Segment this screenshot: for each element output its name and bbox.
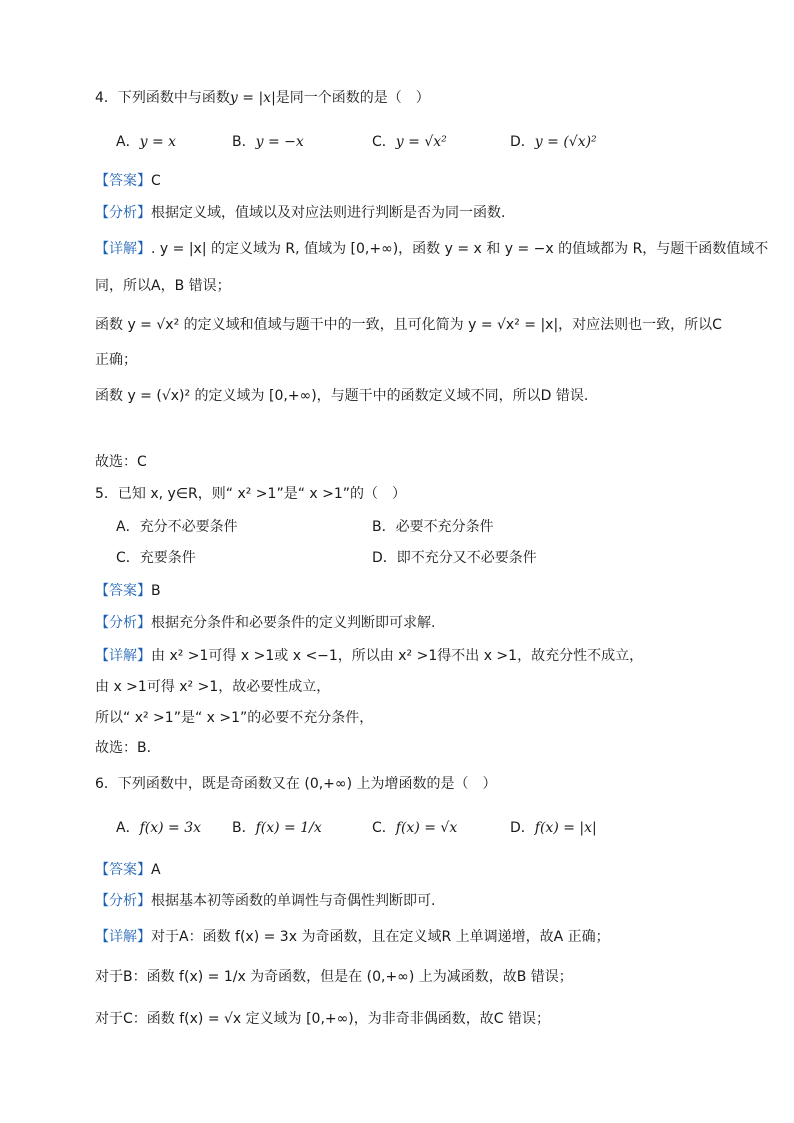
q6-stem: 6．下列函数中，既是奇函数又在 (0,+∞) 上为增函数的是（ ）: [95, 776, 497, 792]
q5-analysis: [95, 613, 435, 633]
q5-option-c: [116, 548, 196, 568]
q4-answer: [95, 171, 161, 191]
q6-analysis: [95, 891, 435, 911]
q5-detail-tag: 【详解】: [95, 648, 151, 664]
q4-analysis: [95, 203, 505, 223]
q4-option-a: [116, 132, 176, 152]
q5-option-c-label: C．: [116, 550, 140, 566]
q6-detail-line-3: 对于C：函数 f(x) = √x 定义域为 [0,+∞)，为非奇非偶函数，故C 错误；: [95, 1011, 550, 1027]
q4-choose: 故选：C: [95, 454, 147, 470]
q4-option-a-expr: y = x: [139, 134, 177, 150]
q6-option-b-expr: f(x) = 1/x: [255, 820, 322, 836]
q6-option-a: [116, 818, 201, 838]
q4-detail-line-4: 正确；: [95, 352, 137, 368]
q6-option-a-expr: f(x) = 3x: [139, 820, 202, 836]
q5-option-b: [372, 517, 494, 537]
q6-option-b-label: B．: [232, 820, 256, 836]
q6-answer: [95, 860, 161, 880]
q6-analysis-tag: 【分析】: [95, 893, 151, 909]
q6-answer-tag: 【答案】: [95, 862, 151, 878]
q5-option-a-label: A．: [116, 519, 140, 535]
q4-stem: [95, 88, 430, 108]
q4-stem-suffix: 是同一个函数的是（ ）: [275, 90, 430, 106]
q4-detail-tag: 【详解】: [95, 241, 151, 257]
q4-option-c-expr: y = √x²: [395, 134, 447, 150]
q5-answer-tag: 【答案】: [95, 583, 151, 599]
q5-analysis-text: 根据充分条件和必要条件的定义判断即可求解.: [151, 615, 436, 631]
q5-answer: [95, 581, 161, 601]
q4-option-d-label: D．: [510, 134, 535, 150]
q5-option-a: [116, 517, 238, 537]
q4-answer-value: C: [151, 173, 161, 189]
q4-detail-line-3: 函数 y = √x² 的定义域和值域与题干中的一致，且可化简为 y = √x² = |x|，对应法则也一致，所以C: [95, 317, 722, 333]
q5-option-d-text: 即不充分又不必要条件: [396, 550, 537, 566]
q4-option-b: [232, 132, 304, 152]
q6-detail-line-1: [95, 927, 610, 947]
q6-detail-text-1: 对于A：函数 f(x) = 3x 为奇函数，且在定义域R 上单调递增，故A 正确；: [151, 929, 610, 945]
q4-option-d: [510, 132, 597, 152]
q5-detail-line-1: [95, 646, 643, 666]
q4-stem-prefix: 4．下列函数中与函数: [95, 90, 230, 106]
q5-option-b-label: B．: [372, 519, 396, 535]
q5-stem: 5．已知 x, y∈R，则“ x² >1”是“ x >1”的（ ）: [95, 486, 407, 502]
q5-option-b-text: 必要不充分条件: [395, 519, 494, 535]
q4-option-c: [372, 132, 447, 152]
q6-option-b: [232, 818, 322, 838]
q6-option-c: [372, 818, 457, 838]
q6-detail-line-2: 对于B：函数 f(x) = 1/x 为奇函数，但是在 (0,+∞) 上为减函数，故B 错误；: [95, 969, 573, 985]
q5-option-c-text: 充要条件: [139, 550, 196, 566]
q6-option-c-expr: f(x) = √x: [395, 820, 458, 836]
q6-option-c-label: C．: [372, 820, 396, 836]
q5-option-d: [372, 548, 537, 568]
q4-option-b-label: B．: [232, 134, 256, 150]
q5-detail-text-1: 由 x² >1可得 x >1或 x <−1，所以由 x² >1得不出 x >1，故充分性不成立，: [151, 648, 644, 664]
q6-analysis-text: 根据基本初等函数的单调性与奇偶性判断即可.: [151, 893, 436, 909]
q4-detail-text-1: . y = |x| 的定义域为 R, 值域为 [0,+∞)，函数 y = x 和 y = −x 的值域都为 R，与题干函数值域不: [151, 241, 769, 257]
q5-analysis-tag: 【分析】: [95, 615, 151, 631]
q5-detail-line-3: 所以“ x² >1”是“ x >1”的必要不充分条件，: [95, 710, 374, 726]
q5-detail-line-2: 由 x >1可得 x² >1，故必要性成立，: [95, 679, 331, 695]
q4-stem-func: y = |x|: [229, 90, 276, 106]
q4-detail-line-5: 函数 y = (√x)² 的定义域为 [0,+∞)，与题干中的函数定义域不同，所以D 错误.: [95, 388, 589, 404]
q6-option-a-label: A．: [116, 820, 140, 836]
q6-option-d-label: D．: [510, 820, 535, 836]
q4-option-d-expr: y = (√x)²: [534, 134, 597, 150]
q4-detail-line-2: 同，所以A，B 错误；: [95, 278, 231, 294]
q4-option-b-expr: y = −x: [255, 134, 304, 150]
q5-option-a-text: 充分不必要条件: [139, 519, 238, 535]
q6-answer-value: A: [151, 862, 161, 878]
q6-option-d: [510, 818, 597, 838]
q6-option-d-expr: f(x) = |x|: [534, 820, 597, 836]
q4-analysis-tag: 【分析】: [95, 205, 151, 221]
q5-answer-value: B: [151, 583, 161, 599]
q4-option-c-label: C．: [372, 134, 396, 150]
q6-detail-tag: 【详解】: [95, 929, 151, 945]
q4-detail-line-1: [95, 239, 768, 259]
q4-option-a-label: A．: [116, 134, 140, 150]
q4-analysis-text: 根据定义域，值域以及对应法则进行判断是否为同一函数.: [151, 205, 506, 221]
q5-option-d-label: D．: [372, 550, 397, 566]
q4-answer-tag: 【答案】: [95, 173, 151, 189]
q5-choose: 故选：B.: [95, 740, 152, 756]
